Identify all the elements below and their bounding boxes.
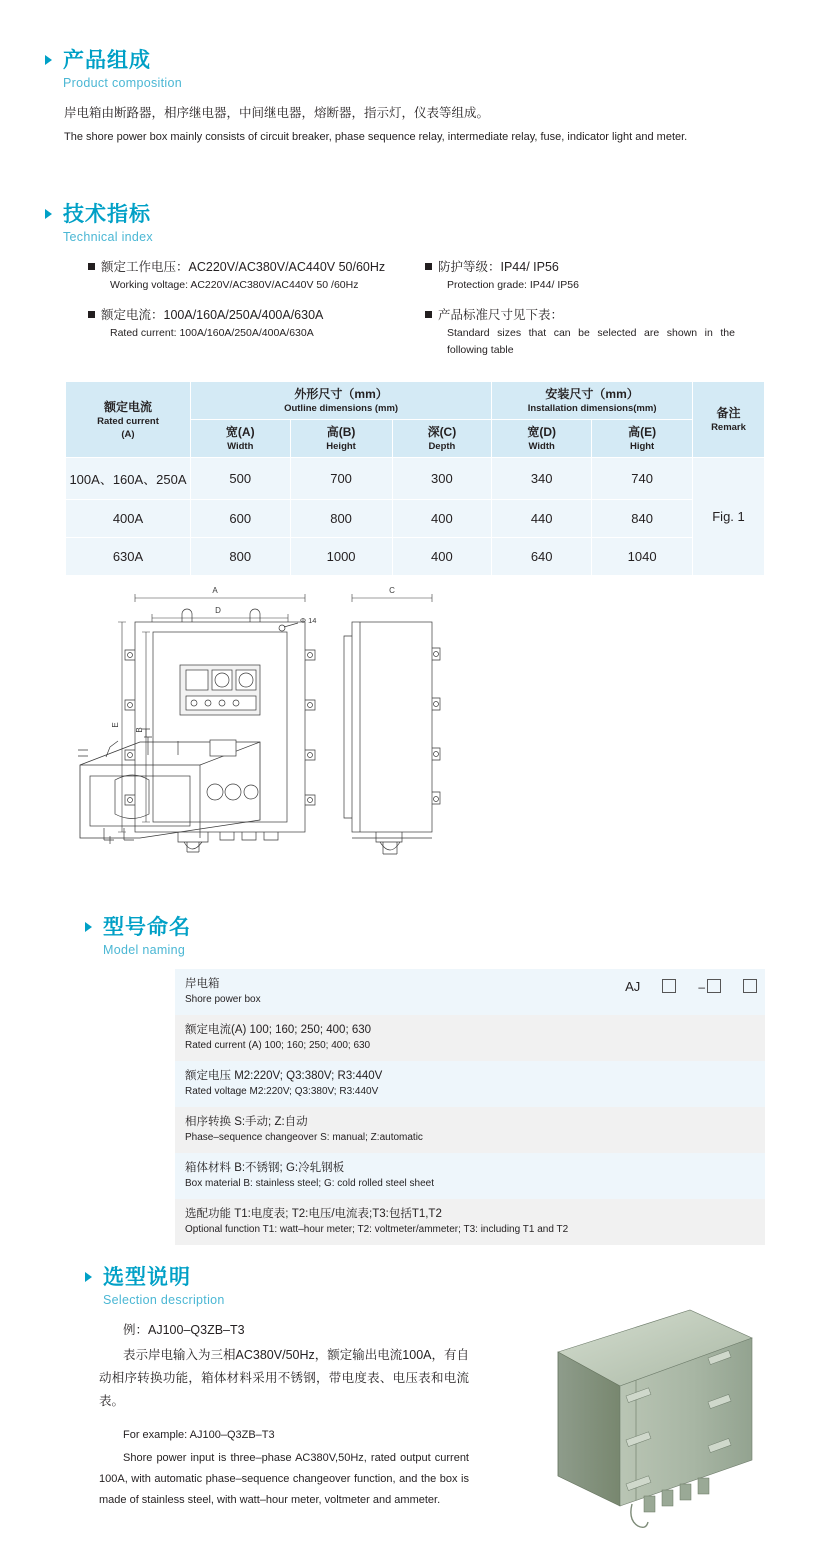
model-row-label-cn: 额定电流(A) 100; 160; 250; 400; 630 <box>185 1024 372 1036</box>
model-row-optional-function <box>175 1199 765 1245</box>
cell-current: 630A <box>66 538 191 576</box>
svg-text:A: A <box>212 586 218 595</box>
cell-width-d: 440 <box>492 500 592 538</box>
th-width-d <box>492 420 592 458</box>
th-height-b <box>290 420 392 458</box>
th-label-cn: 安装尺寸（mm） <box>545 387 639 401</box>
section-heading-technical-index <box>45 202 153 246</box>
section-title-en: Product composition <box>63 76 182 90</box>
cell-height-b: 700 <box>290 458 392 500</box>
section-title-cn: 技术指标 <box>63 203 151 226</box>
spec-table <box>65 381 765 576</box>
model-row-label-cn: 额定电压 M2:220V; Q3:380V; R3:440V <box>185 1070 383 1082</box>
model-row-label-cn: 相序转换 S:手动; Z:自动 <box>185 1116 308 1128</box>
model-row-label-cn: 箱体材料 B:不锈钢; G:冷轧钢板 <box>185 1162 345 1174</box>
cell-height-e: 1040 <box>592 538 693 576</box>
table-row <box>66 538 765 576</box>
cell-height-b: 1000 <box>290 538 392 576</box>
cell-width-a: 800 <box>191 538 291 576</box>
technical-drawing <box>60 580 770 870</box>
model-row-label-cn: 岸电箱 <box>185 978 220 990</box>
th-label-cn: 备注 <box>716 406 741 420</box>
th-remark <box>693 382 765 458</box>
th-label-en: Depth <box>428 441 456 452</box>
model-code-box-1 <box>662 979 676 993</box>
tech-item-label-cn: 产品标准尺寸见下表： <box>425 306 765 325</box>
svg-text:B: B <box>135 727 144 733</box>
section-title-en: Selection description <box>103 1293 225 1307</box>
tech-item-label-cn: 额定电流：100A/160A/250A/400A/630A <box>88 306 418 325</box>
th-rated-current <box>66 382 191 458</box>
section-heading-model-naming <box>85 915 191 959</box>
cell-depth-c: 400 <box>392 538 492 576</box>
th-depth-c <box>392 420 492 458</box>
triangle-bullet-icon <box>85 1272 92 1282</box>
tech-item-standard-sizes <box>425 306 765 359</box>
section-heading-selection-description <box>85 1265 225 1309</box>
cell-height-b: 800 <box>290 500 392 538</box>
selection-body-en: Shore power input is three–phase AC380V,50Hz, rated output current 100A, with automatic phase–sequence changeover function, and the box is made of stainless steel, with watt–hour meter, voltmeter and ammeter. <box>99 1452 469 1506</box>
cell-width-a: 500 <box>191 458 291 500</box>
model-naming-table <box>175 969 765 1245</box>
selection-description-body <box>99 1319 469 1511</box>
model-row-box-material <box>175 1153 765 1199</box>
table-header-row-1 <box>66 382 765 420</box>
th-height-e <box>592 420 693 458</box>
model-row-rated-voltage <box>175 1061 765 1107</box>
model-row-label-en: Optional function T1: watt–hour meter; T2: voltmeter/ammeter; T3: including T1 and T2 <box>185 1224 569 1235</box>
cell-current: 100A、160A、250A <box>66 458 191 500</box>
section-title-cn: 选型说明 <box>103 1266 191 1289</box>
model-row-rated-current <box>175 1015 765 1061</box>
model-row-label-en: Box material B: stainless steel; G: cold rolled steel sheet <box>185 1178 435 1189</box>
table-row <box>66 500 765 538</box>
tech-item-label-cn: 额定工作电压：AC220V/AC380V/AC440V 50/60Hz <box>88 258 418 277</box>
model-code-row <box>625 979 757 994</box>
product-composition-text-cn: 岸电箱由断路器，相序继电器，中间继电器，熔断器，指示灯，仪表等组成。 <box>64 106 490 120</box>
section-title-cn: 型号命名 <box>103 916 191 939</box>
triangle-bullet-icon <box>45 209 52 219</box>
th-label-unit: (A) <box>121 428 135 440</box>
cell-height-e: 840 <box>592 500 693 538</box>
tech-item-label-en: Protection grade: IP44/ IP56 <box>447 279 579 291</box>
th-label-en: Rated current <box>97 415 159 427</box>
svg-text:E: E <box>111 722 120 728</box>
product-composition-text-en: The shore power box mainly consists of circuit breaker, phase sequence relay, intermediate relay, fuse, indicator light and meter. <box>64 131 688 143</box>
section-title-cn: 产品组成 <box>63 49 151 72</box>
th-label-cn: 宽(D) <box>527 425 557 439</box>
cell-height-e: 740 <box>592 458 693 500</box>
model-code-box-3 <box>743 979 757 993</box>
th-label-cn: 宽(A) <box>225 425 255 439</box>
th-label-en: Height <box>326 441 356 452</box>
tech-item-protection-grade <box>425 258 765 294</box>
th-outline-dimensions <box>191 382 492 420</box>
tech-item-label-en: Working voltage: AC220V/AC380V/AC440V 50 /60Hz <box>110 279 359 291</box>
tech-item-working-voltage <box>88 258 418 294</box>
th-label-en: Outline dimensions (mm) <box>284 403 399 414</box>
cell-remark: Fig. 1 <box>693 458 765 576</box>
cell-depth-c: 300 <box>392 458 492 500</box>
square-bullet-icon <box>88 311 95 318</box>
th-label-cn: 外形尺寸（mm） <box>294 387 388 401</box>
model-row-shore-power-box <box>175 969 765 1015</box>
th-label-en: Remark <box>711 422 746 433</box>
model-row-label-en: Rated current (A) 100; 160; 250; 400; 630 <box>185 1040 371 1051</box>
th-label-en: Hight <box>629 441 655 452</box>
cell-width-d: 340 <box>492 458 592 500</box>
svg-text:Φ 14: Φ 14 <box>300 616 317 625</box>
th-installation-dimensions <box>492 382 693 420</box>
th-label-cn: 额定电流 <box>103 399 152 414</box>
model-row-phase-sequence <box>175 1107 765 1153</box>
svg-text:D: D <box>215 606 221 615</box>
svg-text:C: C <box>389 586 395 595</box>
product-photo <box>540 1300 770 1530</box>
cell-current: 400A <box>66 500 191 538</box>
tech-item-rated-current <box>88 306 418 342</box>
triangle-bullet-icon <box>85 922 92 932</box>
triangle-bullet-icon <box>45 55 52 65</box>
section-heading-product-composition <box>45 48 182 92</box>
th-label-en: Installation dimensions(mm) <box>527 403 657 414</box>
tech-item-label-en: Rated current: 100A/160A/250A/400A/630A <box>110 327 314 339</box>
selection-example-en: For example: AJ100–Q3ZB–T3 <box>123 1429 275 1441</box>
th-label-cn: 高(E) <box>628 425 657 439</box>
cell-width-a: 600 <box>191 500 291 538</box>
tech-item-label-en: Standard sizes that can be selected are shown in the following table <box>447 327 735 356</box>
th-label-en: Width <box>528 441 555 452</box>
model-row-label-en: Rated voltage M2:220V; Q3:380V; R3:440V <box>185 1086 379 1097</box>
model-code-dash: – <box>698 980 705 994</box>
model-row-label-en: Phase–sequence changeover S: manual; Z:automatic <box>185 1132 423 1143</box>
tech-item-label-cn: 防护等级：IP44/ IP56 <box>425 258 765 277</box>
th-label-en: Width <box>227 441 254 452</box>
section-title-en: Model naming <box>103 943 186 957</box>
th-label-cn: 深(C) <box>427 425 457 439</box>
th-width-a <box>191 420 291 458</box>
model-code-prefix: AJ <box>625 979 641 994</box>
selection-body-cn: 表示岸电输入为三相AC380V/50Hz，额定输出电流100A，有自动相序转换功能，箱体材料采用不锈钢，带电度表、电压表和电流表。 <box>99 1348 469 1408</box>
section-title-en: Technical index <box>63 230 153 244</box>
model-row-label-en: Shore power box <box>185 994 261 1005</box>
square-bullet-icon <box>425 263 432 270</box>
cell-depth-c: 400 <box>392 500 492 538</box>
table-row <box>66 458 765 500</box>
model-row-label-cn: 选配功能 T1:电度表; T2:电压/电流表;T3:包括T1,T2 <box>185 1208 442 1220</box>
cell-width-d: 640 <box>492 538 592 576</box>
square-bullet-icon <box>425 311 432 318</box>
th-label-cn: 高(B) <box>326 425 356 439</box>
selection-example-cn: 例：AJ100–Q3ZB–T3 <box>123 1323 245 1337</box>
square-bullet-icon <box>88 263 95 270</box>
model-code-box-2 <box>707 979 721 993</box>
